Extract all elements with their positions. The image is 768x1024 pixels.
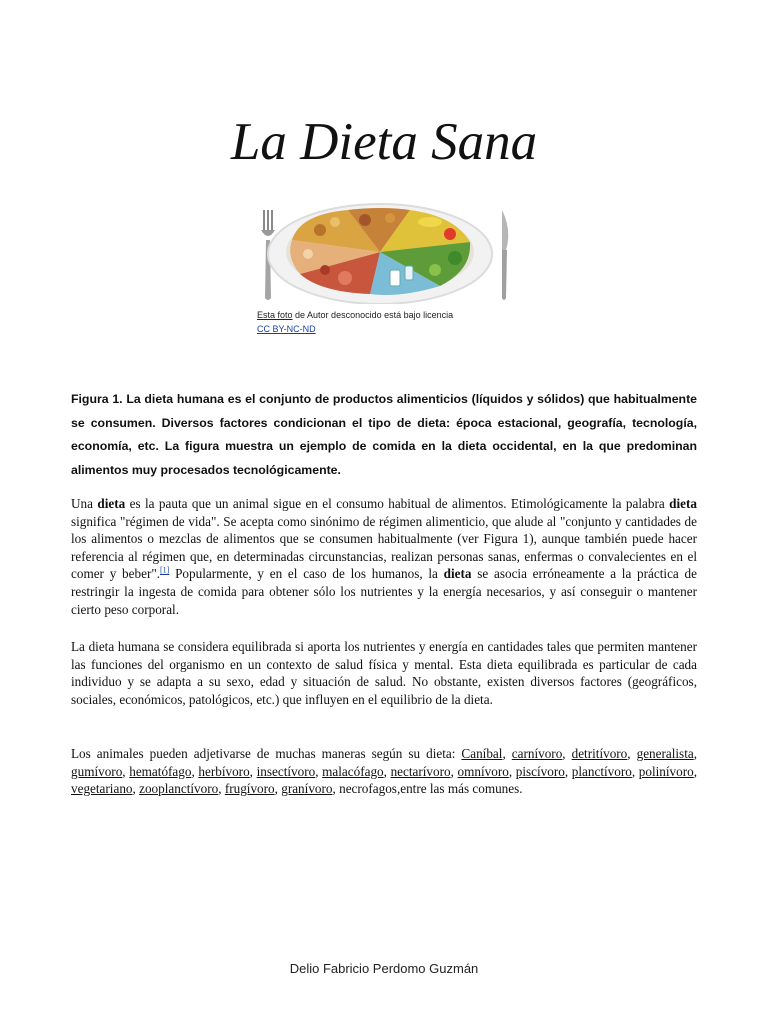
diet-type-link[interactable]: frugívoro xyxy=(224,781,275,797)
diet-type-link[interactable]: vegetariano xyxy=(71,781,133,797)
diet-type-link[interactable]: polinívoro xyxy=(638,763,694,779)
text-span: es la pauta que un animal sigue en el consumo habitual de alimentos. Etimológicamente la palabra xyxy=(125,496,670,511)
text-span: Los animales pueden adjetivarse de muchas maneras según su dieta: xyxy=(71,746,462,761)
diet-type-link[interactable]: malacófago xyxy=(322,763,384,779)
license-link[interactable]: CC BY-NC-ND xyxy=(257,324,316,334)
text-span: , necrofagos,entre las más comunes. xyxy=(332,781,523,797)
paragraph-diet-types xyxy=(71,745,697,798)
knife-icon xyxy=(502,210,508,300)
diet-type-link[interactable]: hematófago xyxy=(129,763,192,779)
diet-type-link[interactable]: nectarívoro xyxy=(390,763,451,779)
healthy-plate-image xyxy=(240,200,520,304)
diet-type-link[interactable]: insectívoro xyxy=(256,763,316,779)
diet-type-link[interactable]: planctívoro xyxy=(571,763,632,779)
paragraph-definition xyxy=(71,495,697,618)
photo-credit-text: de Autor desconocido está bajo licencia xyxy=(292,310,454,320)
bold-term: dieta xyxy=(669,496,697,511)
diet-type-link[interactable]: gumívoro xyxy=(71,763,123,779)
diet-type-link[interactable]: carnívoro xyxy=(511,746,563,761)
photo-link[interactable]: Esta foto xyxy=(257,310,293,320)
figure-label: Figura 1. xyxy=(71,392,123,406)
diet-type-list: Caníbal, carnívoro, detritívoro, generalista, gumívoro, hematófago, herbívoro, insectívoro, malacófago, nectarívoro, omnívoro, piscívoro, planctívoro, polinívoro, vegetariano, zooplanctívoro, frugívoro, granívoro xyxy=(71,746,698,797)
text-span: Popularmente, y en el caso de los humanos, la xyxy=(169,566,444,582)
figure-caption xyxy=(71,388,697,482)
text-span: se asocia erróneamente a la práctica de restringir la ingesta de comida para obtener sólo los nutrientes y la energía necesarios, y así conseguir o mantener cierto peso corporal. xyxy=(71,566,697,617)
diet-type-link[interactable]: piscívoro xyxy=(515,763,565,779)
bold-term: dieta xyxy=(97,496,126,511)
diet-type-link[interactable]: granívoro xyxy=(281,781,333,797)
photo-credit xyxy=(257,308,517,336)
text-span: significa "régimen de vida". Se acepta como sinónimo de régimen alimenticio, que alude al "conjunto y cantidades de los alimentos o mezclas de alimentos que se consumen habitualmente (ver Figura 1), aunque también puede hacer referencia al régimen que, en determinadas circunstancias, realizan personas sanas, enfermas o convalecientes en el comer y beber". xyxy=(71,513,697,582)
diet-type-link[interactable]: herbívoro xyxy=(198,763,250,779)
diet-type-link[interactable]: zooplanctívoro xyxy=(139,781,219,797)
diet-type-link[interactable]: Caníbal xyxy=(461,746,503,761)
paragraph-balanced-diet: La dieta humana se considera equilibrada si aporta los nutrientes y energía en cantidades tales que permiten mantener las funciones del organismo en un contexto de salud física y mental. Esta dieta equilibrada es particular de cada individuo y se adapta a su sexo, edad y situación de salud. No obstante, existen diversos factores (geográficos, sociales, económicos, patológicos, etc.) que influyen en el equilibrio de la dieta. xyxy=(71,639,697,707)
reference-link[interactable]: [1] xyxy=(160,565,170,575)
figure-caption-text: La dieta humana es el conjunto de productos alimenticios (líquidos y sólidos) que habitualmente se consumen. Diversos factores condicionan el tipo de dieta: época estacional, geografía, tecnología, economía, etc. La figura muestra un ejemplo de comida en la dieta occidental, en la que predominan alimentos muy procesados tecnológicamente. xyxy=(71,392,697,477)
text-span: Una xyxy=(71,496,98,511)
document-title: La Dieta Sana xyxy=(230,113,538,171)
diet-type-link[interactable]: generalista xyxy=(636,746,694,761)
author-footer: Delio Fabricio Perdomo Guzmán xyxy=(289,961,479,976)
bold-term: dieta xyxy=(443,566,472,582)
diet-type-link[interactable]: omnívoro xyxy=(457,763,509,779)
diet-type-link[interactable]: detritívoro xyxy=(571,746,628,761)
